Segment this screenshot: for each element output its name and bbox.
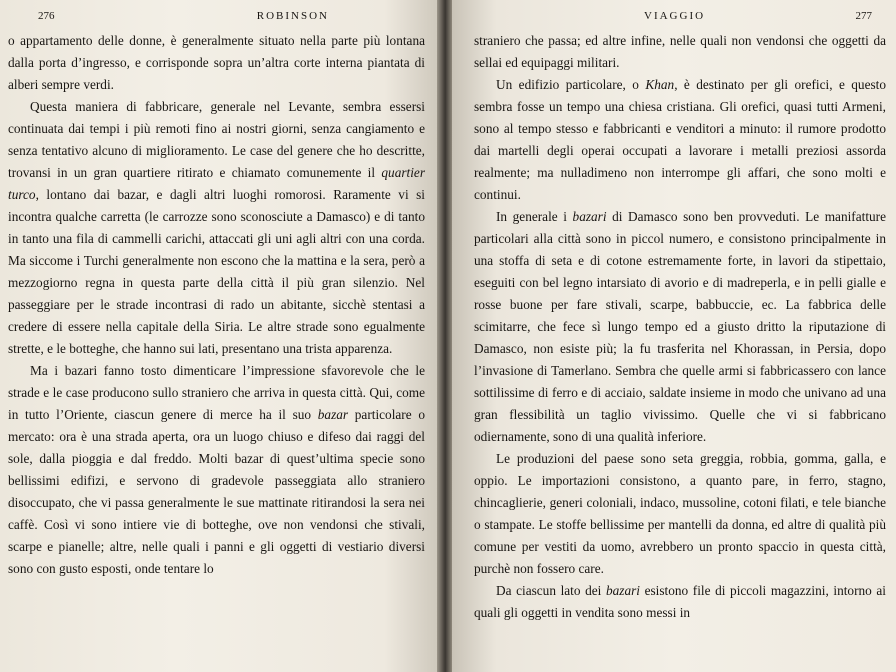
left-page-body [8, 30, 425, 580]
paragraph: Ma i bazari fanno tosto dimenticare l’impressione sfavorevole che le strade e le case producono sullo straniero che arriva in questa città. Qui, come in tutto l’Oriente, ciascun genere di merce ha il suo bazar particolare o mercato: ora è una strada aperta, ora un luogo chiuso e difeso dai raggi del sole, dalla pioggia e dal freddo. Molti bazar di quest’ultima specie sono bellissimi edifizi, e servono di gradevole passeggiata allo straniero disoccupato, che vi passa generalmente le sue mattinate ritirandosi la sera nei caffè. Così vi sono intiere vie di botteghe, ove non vendonsi che stivali, scarpe e pianelle; altre, nelle quali i panni e gli oggetti di vestiario diversi sono con gusto esposti, onde tentare lo [8, 363, 425, 576]
running-head: VIAGGIO [644, 10, 706, 22]
book-gutter [437, 0, 452, 672]
left-page-header [8, 10, 425, 26]
paragraph: Questa maniera di fabbricare, generale nel Levante, sembra essersi continuata dai tempi i più remoti fino ai nostri giorni, senza cangiamento e senza tentativo alcuno di miglioramento. Le case del genere che ho descritte, trovansi in un gran quartiere ritirato e chiamato comunemente il quartier turco, lontano dai bazar, e dagli altri luoghi romorosi. Raramente vi si incontra qualche carretta (le carrozze sono sconosciute a Damasco) e di tanto in tanto una fila di cammelli carichi, attaccati gli uni agli altri con una corda. Ma siccome i Turchi generalmente non escono che la mattina e la sera, però a mezzogiorno regna in questa parte della città il più gran silenzio. Nel passeggiare per le strade incontrasi di rado un abitante, sicchè stentasi a credere di essere nella capitale della Siria. Le altre strade sono egualmente strette, e le botteghe, che hanno sui lati, presentano una trista apparenza. [8, 99, 425, 356]
left-page [0, 0, 437, 672]
right-page [452, 0, 896, 672]
paragraph: Da ciascun lato dei bazari esistono file di piccoli magazzini, intorno ai quali gli oggetti in vendita sono messi in [474, 583, 886, 620]
paragraph: In generale i bazari di Damasco sono ben provveduti. Le manifatture particolari alla città sono in piccol numero, e consistono principalmente in una stoffa di seta e di cotone estremamente forte, in lavori da stipettaio, eseguiti con bel legno intarsiato di avorio e di madreperla, e in pelli gialle e rosse buone per fare stivali, scarpe, babbuccie, ec. La fabbrica delle scimitarre, che fece sì lungo tempo ed a giusto dritto la riputazione di Damasco, non esiste più; la fu trasferita nel Khorassan, in Persia, dopo l’invasione di Tamerlano. Sembra che quelle armi si fabbricassero con lance sottilissime di ferro e di acciaio, saldate insieme in modo che univano ad una gran flessibilità un taglio vivissimo. Quelle che vi si fabbricano odiernamente, sono di una qualità inferiore. [474, 209, 886, 444]
page-number: 277 [855, 10, 872, 22]
paragraph: o appartamento delle donne, è generalmente situato nella parte più lontana dalla porta d’ingresso, e corrisponde sopra un’altra corte interna piantata di alberi sempre verdi. [8, 33, 425, 92]
paragraph: Un edifizio particolare, o Khan, è destinato per gli orefici, e questo sembra fosse un tempo una chiesa cristiana. Gli orefici, quasi tutti Armeni, sono al tempo stesso e fabbricanti e venditori a minuto: il rumore prodotto dai martelli degli operai occupati a lavorare i metalli preziosi assorda realmente; ma nulladimeno non interrompe gli affari, che sono molti e continui. [474, 77, 886, 202]
paragraph: Le produzioni del paese sono seta greggia, robbia, gomma, galla, e oppio. Le importazioni consistono, a quanto pare, in ferro, stagno, chincaglierie, generi coloniali, indaco, mussoline, cotoni filati, e tele bianche o stampate. Le stoffe bellissime per mantelli da donna, ed altre di qualità più comune per vestiti da uomo, avrebbero un pronto spaccio in questa città, purchè non fossero care. [474, 451, 886, 576]
right-page-body [474, 30, 886, 624]
right-page-header [474, 10, 886, 26]
paragraph: straniero che passa; ed altre infine, nelle quali non vendonsi che oggetti da sellai ed equipaggi militari. [474, 33, 886, 70]
page-number: 276 [38, 10, 55, 22]
running-head: ROBINSON [256, 10, 329, 22]
